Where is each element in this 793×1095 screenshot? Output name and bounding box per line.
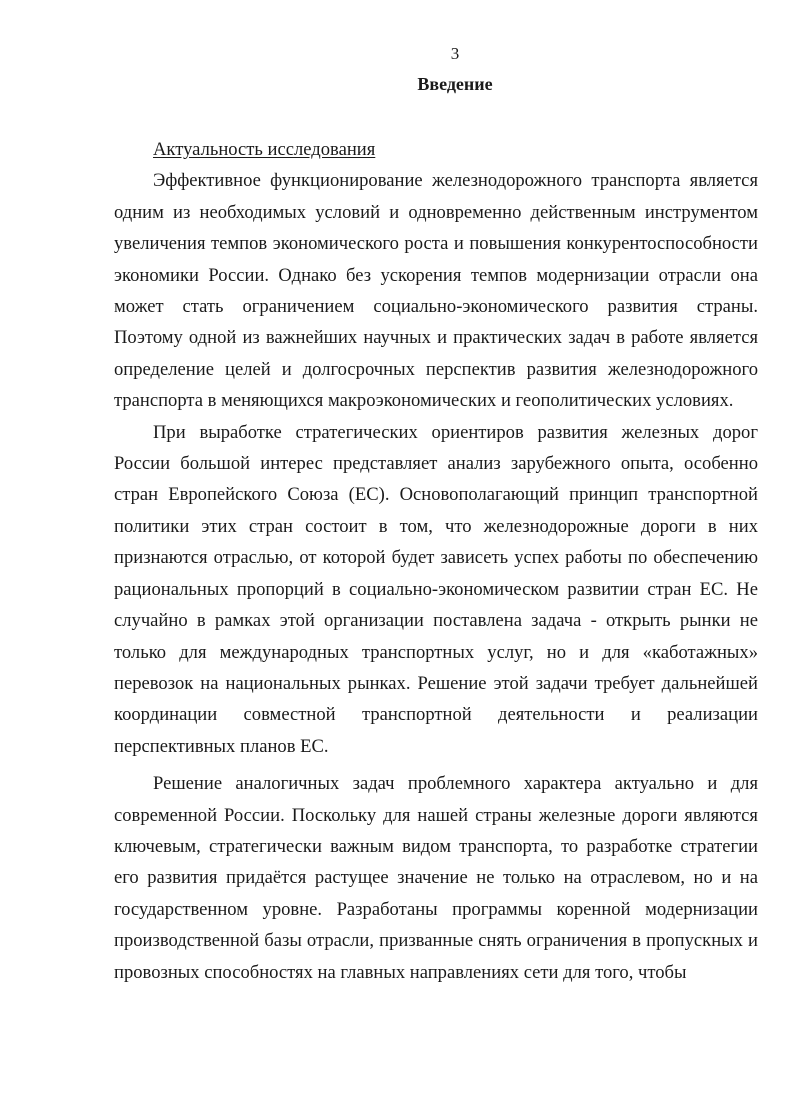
paragraph-2: При выработке стратегических ориентиров развития железных дорог России большой интерес представляет анализ зарубежного опыта, особенно стран Европейского Союза (ЕС). Основополагающий принцип транспортной политики этих стран состоит в том, что железнодорожные дороги в них признаются отраслью, от которой будет зависеть успех работы по обеспечению рациональных пропорций в социально-экономическом развитии стран ЕС. Не случайно в рамках этой организации поставлена задача - открыть рынки не только для международных транспортных услуг, но и для «каботажных» перевозок на национальных рынках. Решение этой задачи требует дальнейшей координации совместной транспортной деятельности и реализации перспективных планов ЕС. [114, 421, 758, 757]
paragraph-3: Решение аналогичных задач проблемного характера актуально и для современной России. Поскольку для нашей страны железные дороги являются ключевым, стратегически важным видом транспорта, то разработке стратегии его развития придаётся растущее значение не только на отраслевом, но и на государственном уровне. Разработаны программы коренной модернизации производственной базы отрасли, призванные снять ограничения в пропускных и провозных способностях на главных направлениях сети для того, чтобы [114, 773, 758, 983]
page-title: Введение [417, 74, 493, 94]
paragraph-1: Эффективное функционирование железнодорожного транспорта является одним из необходимых условий и одновременно действенным инструментом увеличения темпов экономического роста и повышения конкурентоспособности экономики России. Однако без ускорения темпов модернизации отрасли она может стать ограничением социально-экономического развития страны. Поэтому одной из важнейших научных и практических задач в работе является определение целей и долгосрочных перспектив развития железнодорожного транспорта в меняющихся макроэкономических и геополитических условиях. [114, 170, 758, 412]
page-number: 3 [450, 44, 460, 63]
section-heading: Актуальность исследования [153, 139, 376, 160]
document-body [114, 134, 758, 988]
